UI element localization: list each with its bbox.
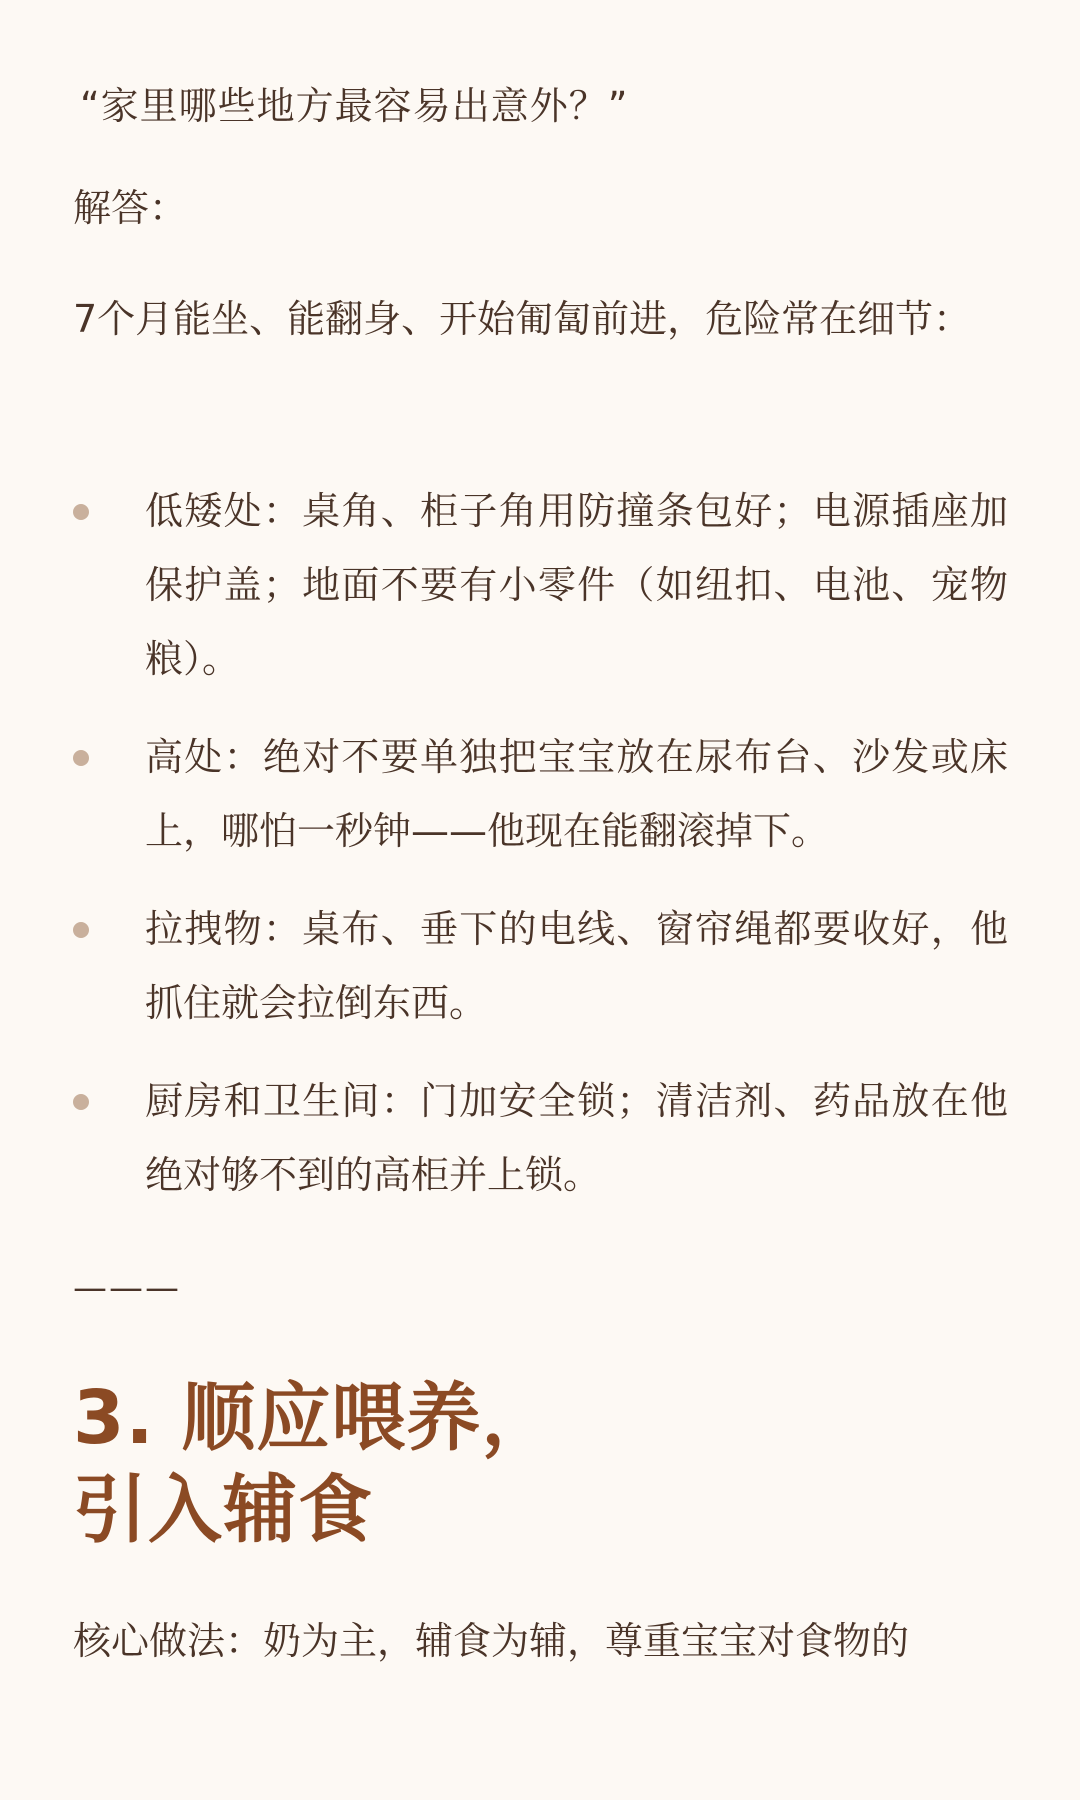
list-item-text: 拉拽物：桌布、垂下的电线、窗帘绳都要收好，他抓住就会拉倒东西。 (145, 907, 1008, 1025)
section-title (73, 1372, 556, 1556)
section-divider: ——— (73, 1268, 181, 1308)
answer-label: 解答： (73, 186, 188, 230)
list-item-text: 厨房和卫生间：门加安全锁；清洁剂、药品放在他绝对够不到的高柜并上锁。 (145, 1079, 1008, 1197)
bullet-dot-icon (73, 504, 89, 520)
bullet-dot-icon (73, 1094, 89, 1110)
bullet-dot-icon (73, 750, 89, 766)
list-item (73, 474, 1008, 696)
section-title-line2: 引入辅食 (73, 1467, 373, 1553)
list-item-text: 低矮处：桌角、柜子角用防撞条包好；电源插座加保护盖；地面不要有小零件（如纽扣、电池、宠物粮）。 (145, 489, 1008, 681)
core-practice-paragraph: 核心做法：奶为主，辅食为辅，尊重宝宝对食物的 (73, 1619, 910, 1663)
question-quote: “家里哪些地方最容易出意外？” (80, 84, 629, 128)
list-item (73, 720, 1008, 868)
bullet-dot-icon (73, 922, 89, 938)
section-title-line1: 3. 顺应喂养， (73, 1375, 557, 1461)
intro-paragraph: 7个月能坐、能翻身、开始匍匐前进，危险常在细节： (73, 297, 972, 341)
safety-tips-list (73, 474, 1008, 1212)
list-item-text: 高处：绝对不要单独把宝宝放在尿布台、沙发或床上，哪怕一秒钟——他现在能翻滚掉下。 (145, 735, 1008, 853)
list-item (73, 892, 1008, 1040)
list-item (73, 1064, 1008, 1212)
